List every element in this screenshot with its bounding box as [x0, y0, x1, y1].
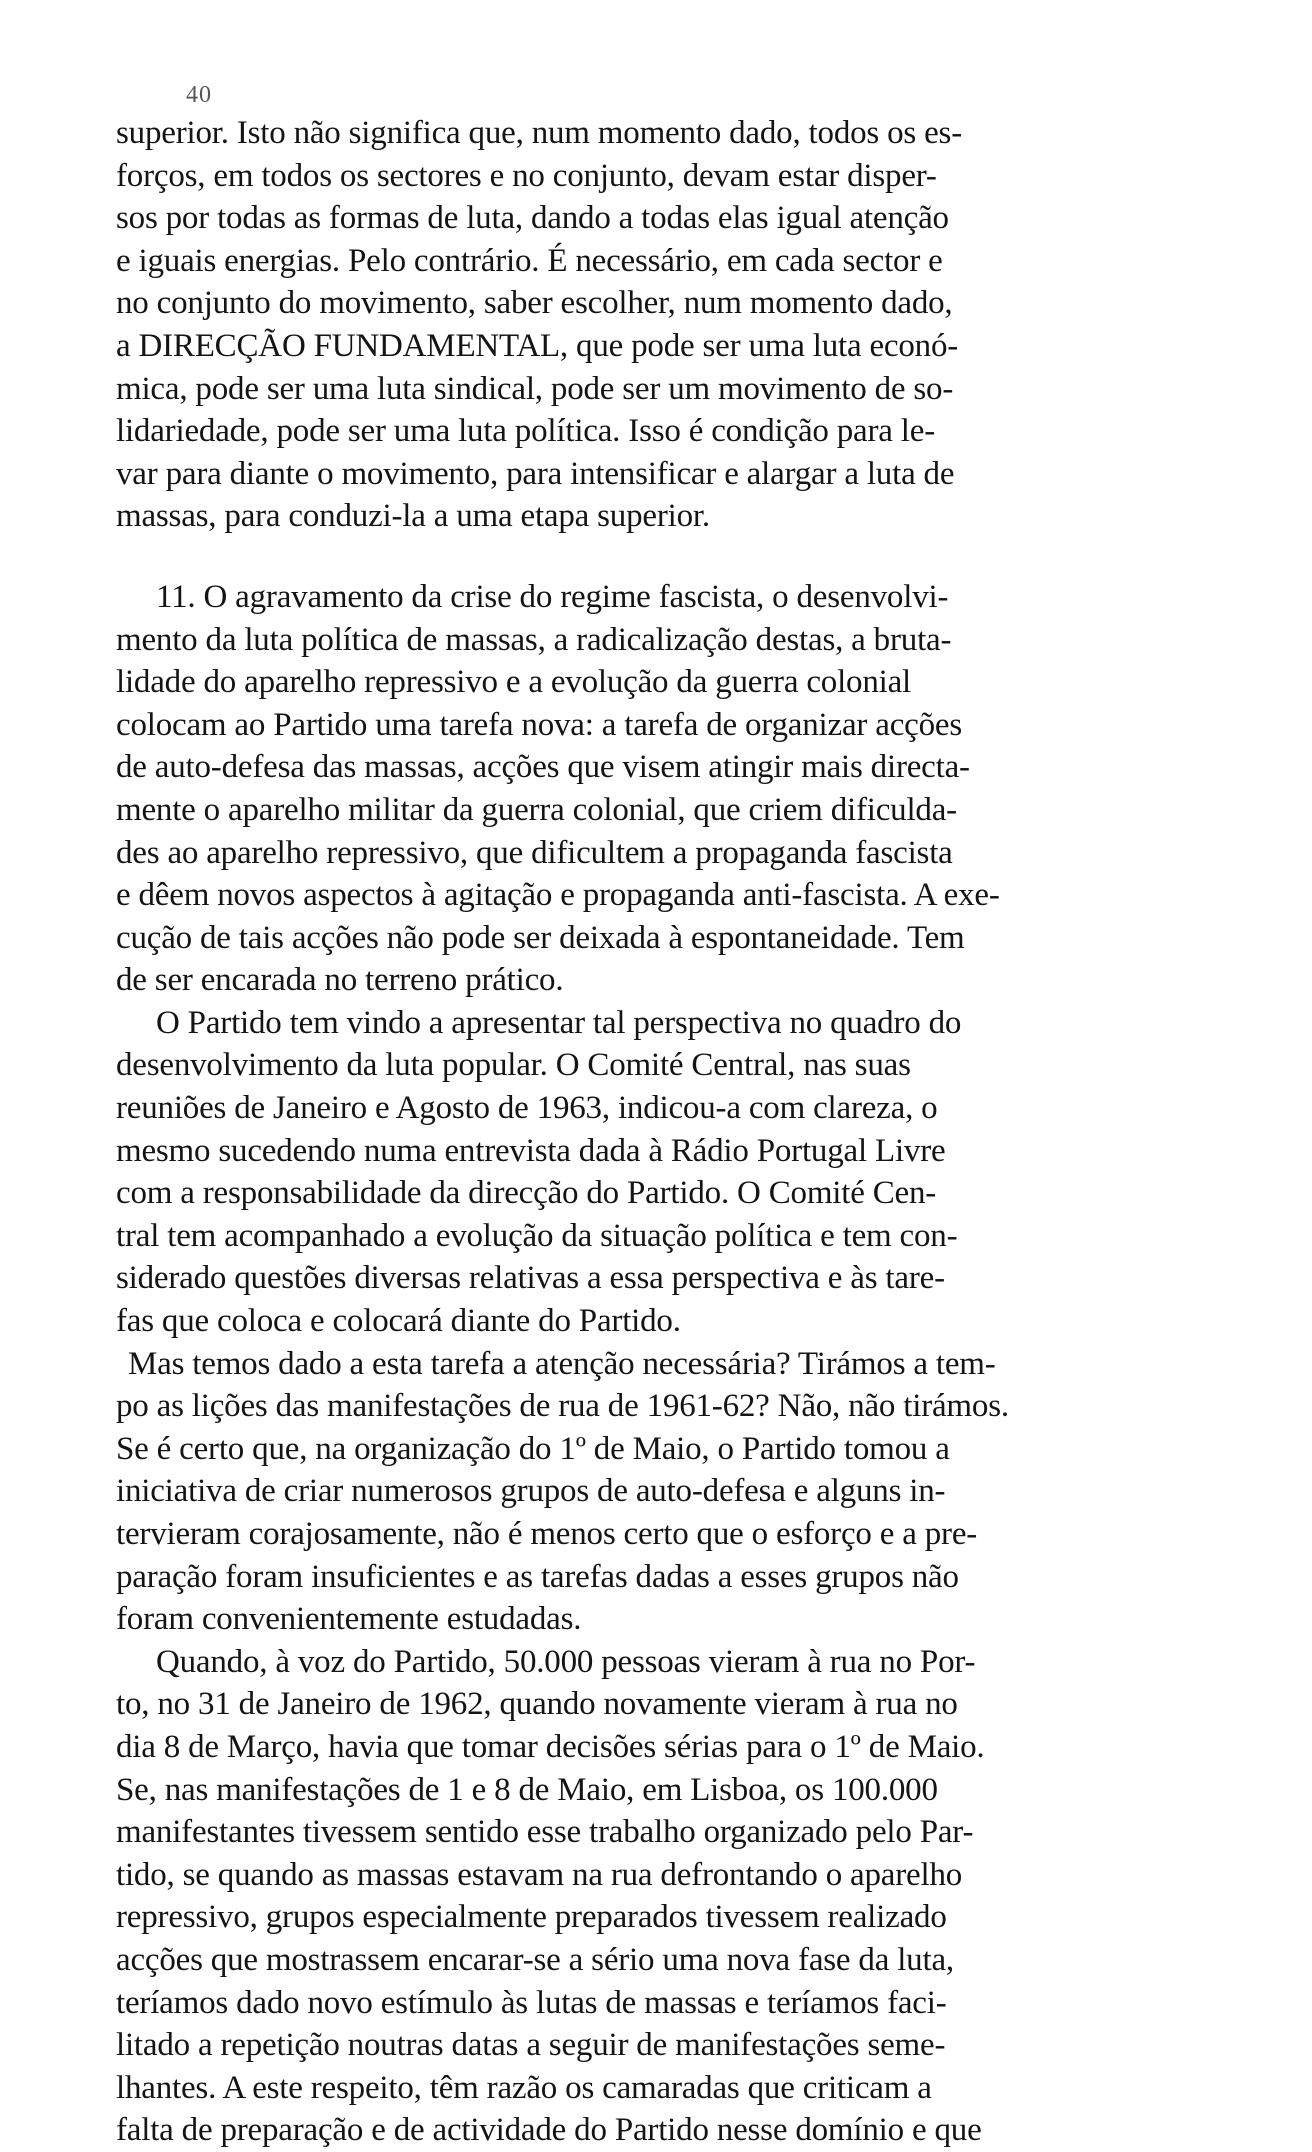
paragraph-4 [116, 1343, 1166, 1641]
text-line: com a responsabilidade da direcção do Partido. O Comité Cen- [116, 1175, 937, 1212]
text-line: massas, para conduzi-la a uma etapa superior. [116, 498, 710, 535]
text-line: manifestantes tivessem sentido esse trabalho organizado pelo Par- [116, 1814, 974, 1851]
text-line: e dêem novos aspectos à agitação e propaganda anti-fascista. A exe- [116, 877, 1000, 914]
text-line: falta de preparação e de actividade do Partido nesse domínio e que [116, 2112, 982, 2149]
text-line: superior. Isto não significa que, num momento dado, todos os es- [116, 115, 962, 151]
paragraph-gap [116, 538, 1166, 576]
text-line: teríamos dado novo estímulo às lutas de massas e teríamos faci- [116, 1984, 947, 2021]
text-line: tervieram corajosamente, não é menos certo que o esforço e a pre- [116, 1516, 978, 1552]
text-line: mente o aparelho militar da guerra colonial, que criem dificulda- [116, 791, 957, 828]
text-line: O Partido tem vindo a apresentar tal perspectiva no quadro do [156, 1004, 962, 1041]
text-line: mesmo sucedendo numa entrevista dada à Rádio Portugal Livre [116, 1132, 946, 1169]
text-line: tido, se quando as massas estavam na rua defrontando o aparelho [116, 1856, 963, 1893]
text-line: cução de tais acções não pode ser deixada à espontaneidade. Tem [116, 919, 965, 956]
text-line: mica, pode ser uma luta sindical, pode ser um movimento de so- [116, 370, 954, 407]
text-line: litado a repetição noutras datas a seguir de manifestações seme- [116, 2027, 946, 2064]
text-line: var para diante o movimento, para intensificar e alargar a luta de [116, 455, 955, 492]
text-line: po as lições das manifestações de rua de 1961-62? Não, não tirámos. [116, 1388, 1009, 1425]
text-line: siderado questões diversas relativas a essa perspectiva e às tare- [116, 1260, 945, 1297]
page-text [116, 112, 1166, 2152]
text-line: Quando, à voz do Partido, 50.000 pessoas vieram à rua no Por- [156, 1643, 976, 1680]
text-line: acções que mostrassem encarar-se a sério uma nova fase da luta, [116, 1941, 954, 1978]
text-line: e iguais energias. Pelo contrário. É necessário, em cada sector e [116, 242, 943, 279]
text-line: Mas temos dado a esta tarefa a atenção necessária? Tirámos a tem- [128, 1345, 996, 1382]
paragraph-1 [116, 112, 1166, 538]
text-line: desenvolvimento da luta popular. O Comité Central, nas suas [116, 1047, 911, 1084]
text-line: lidariedade, pode ser uma luta política. Isso é condição para le- [116, 413, 935, 450]
text-line: to, no 31 de Janeiro de 1962, quando novamente vieram à rua no [116, 1686, 958, 1723]
paragraph-5 [116, 1641, 1166, 2152]
paragraph-2 [116, 576, 1166, 1002]
text-line: Se é certo que, na organização do 1º de Maio, o Partido tomou a [116, 1430, 950, 1467]
text-line: iniciativa de criar numerosos grupos de auto-defesa e alguns in- [116, 1473, 946, 1510]
text-line: paração foram insuficientes e as tarefas dadas a esses grupos não [116, 1558, 959, 1595]
text-line: a DIRECÇÃO FUNDAMENTAL, que pode ser uma luta econó- [116, 327, 959, 364]
text-line: no conjunto do movimento, saber escolher, num momento dado, [116, 285, 953, 322]
text-line: lidade do aparelho repressivo e a evolução da guerra colonial [116, 664, 912, 701]
text-line: lhantes. A este respeito, têm razão os camaradas que criticam a [116, 2069, 932, 2106]
text-line: de ser encarada no terreno prático. [116, 962, 564, 999]
text-line: Se, nas manifestações de 1 e 8 de Maio, em Lisboa, os 100.000 [116, 1771, 938, 1808]
text-line: fas que coloca e colocará diante do Partido. [116, 1303, 681, 1340]
page-number: 40 [186, 82, 212, 108]
text-line: dia 8 de Março, havia que tomar decisões sérias para o 1º de Maio. [116, 1728, 985, 1765]
text-line: forços, em todos os sectores e no conjunto, devam estar disper- [116, 157, 937, 194]
text-line: repressivo, grupos especialmente preparados tivessem realizado [116, 1899, 947, 1936]
text-line: de auto-defesa das massas, acções que visem atingir mais directa- [116, 749, 970, 786]
paragraph-3 [116, 1002, 1166, 1343]
text-line: sos por todas as formas de luta, dando a todas elas igual atenção [116, 200, 949, 237]
text-line: mento da luta política de massas, a radicalização destas, a bruta- [116, 621, 952, 658]
text-line: des ao aparelho repressivo, que dificultem a propaganda fascista [116, 834, 953, 871]
text-line: colocam ao Partido uma tarefa nova: a tarefa de organizar acções [116, 706, 962, 743]
text-line: 11. O agravamento da crise do regime fascista, o desenvolvi- [156, 578, 949, 615]
text-line: tral tem acompanhado a evolução da situação política e tem con- [116, 1217, 958, 1254]
text-line: reuniões de Janeiro e Agosto de 1963, indicou-a com clareza, o [116, 1090, 938, 1127]
text-line: foram convenientemente estudadas. [116, 1601, 582, 1638]
